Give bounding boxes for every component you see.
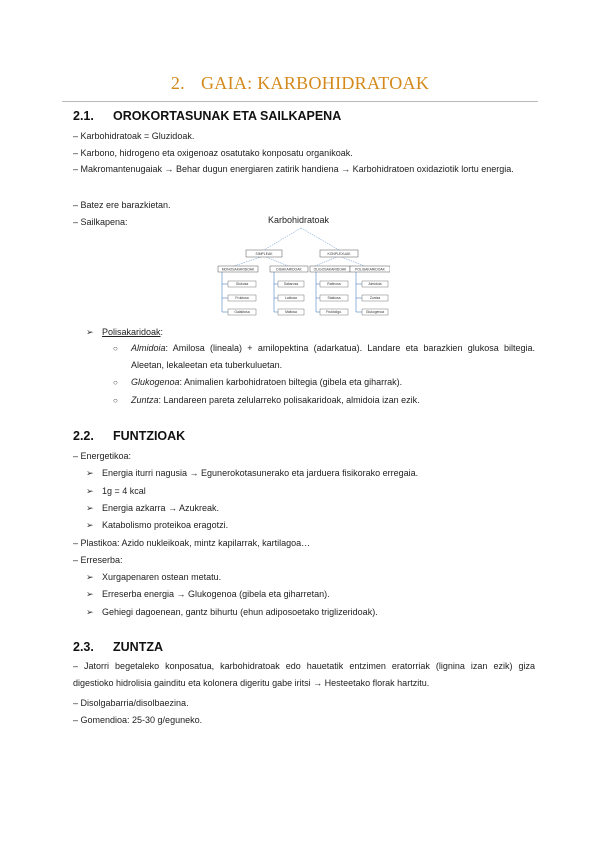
list-item: ➢ Katabolismo proteikoa eragotzi. bbox=[86, 520, 229, 530]
classification-diagram bbox=[212, 226, 390, 318]
list-item: ➢ 1g = 4 kcal bbox=[86, 486, 146, 496]
bullet-polisakaridoak: ➢ Polisakaridoak: bbox=[86, 327, 164, 337]
svg-text:Laktosa: Laktosa bbox=[285, 296, 297, 301]
list-item: ➢ Gehiegi dagoenean, gantz bihurtu (ehun adiposoetako triglizeridoak). bbox=[86, 607, 378, 617]
text-line: – Disolgabarria/disolbaezina. bbox=[73, 698, 189, 708]
svg-text:Almidoia: Almidoia bbox=[368, 282, 382, 287]
svg-text:Galaktosa: Galaktosa bbox=[234, 310, 250, 315]
text-line: – Erreserba: bbox=[73, 555, 123, 565]
sub-bullet-zuntza: ○ Zuntza: Landareen pareta zelularreko polisakaridoak, almidoia izan ezik. bbox=[113, 395, 420, 405]
text-line: – Sailkapena: bbox=[73, 217, 128, 227]
diagram-node: MONOSAKARIDOAK bbox=[221, 267, 255, 272]
svg-text:Zuntza: Zuntza bbox=[369, 296, 381, 301]
sub-bullet-glukogenoa: ○ Glukogenoa: Animalien karbohidratoen biltegia (gibela eta giharrak). bbox=[113, 377, 403, 387]
section-heading-2-2: 2.2. FUNTZIOAK bbox=[73, 429, 186, 443]
svg-text:Fruktosa: Fruktosa bbox=[235, 296, 249, 301]
text-line: – Karbono, hidrogeno eta oxigenoaz osatutako konposatu organikoak. bbox=[73, 148, 353, 158]
diagram-node: OLIGOSAKARIDOAK bbox=[313, 267, 347, 272]
list-item: ➢ Xurgapenaren ostean metatu. bbox=[86, 572, 222, 582]
text-paragraph: – Makromantenugaiak → Behar dugun energiaren zatirik handiena → Karbohidratoen oxidaziotik lortu energia. bbox=[73, 164, 514, 174]
svg-text:Maltosa: Maltosa bbox=[285, 310, 297, 315]
chapter-title: 2. GAIA: KARBOHIDRATOAK bbox=[170, 73, 430, 93]
section-heading-2-1: 2.1. OROKORTASUNAK ETA SAILKAPENA bbox=[73, 109, 342, 123]
text-line: – Gomendioa: 25-30 g/eguneko. bbox=[73, 715, 203, 725]
text-line: – Batez ere barazkietan. bbox=[73, 200, 171, 210]
svg-text:Glukogenoa: Glukogenoa bbox=[365, 310, 385, 315]
text-line: – Plastikoa: Azido nukleikoak, mintz kapilarrak, kartilagoa… bbox=[73, 538, 311, 548]
section-heading-2-3: 2.3. ZUNTZA bbox=[73, 640, 163, 654]
diagram-node: KONPLEXUAK bbox=[327, 252, 351, 256]
diagram-node: DISAKARIDOAK bbox=[276, 267, 302, 272]
text-line: – Energetikoa: bbox=[73, 451, 132, 461]
diagram-node: POLISAKARIDOAK bbox=[355, 267, 385, 272]
text-line: – Karbohidratoak = Gluzidoak. bbox=[73, 131, 195, 141]
list-item: ➢ Energia iturri nagusia → Egunerokotasunerako eta jarduera fisikorako erregaia. bbox=[86, 468, 419, 478]
sub-bullet-almidoia: ○ Almidoia: Amilosa (lineala) + amilopektina (adarkatua). Landare eta barazkien glukosa biltegia. Aleetan, lekaleetan eta tuberkuluetan. bbox=[113, 343, 535, 370]
svg-text:Rafinosa: Rafinosa bbox=[327, 282, 341, 287]
text-paragraph: – Jatorri begetaleko konposatua, karbohidratoak edo hauetatik entzimen eratorriak (lignina izan ezik) giza digestioko hidrolisia gainditu eta kolonera digeritu gabe iritsi → Hesteetako florak hartzitu. bbox=[73, 661, 535, 688]
svg-text:Fruktoligo.: Fruktoligo. bbox=[326, 310, 342, 315]
list-item: ➢ Energia azkarra → Azukreak. bbox=[86, 503, 220, 513]
list-item: ➢ Erreserba energia → Glukogenoa (gibela eta giharretan). bbox=[86, 589, 330, 599]
svg-text:Stakiosa: Stakiosa bbox=[327, 296, 341, 301]
diagram-node: SIMPLEAK bbox=[255, 252, 273, 256]
svg-text:Glukosa: Glukosa bbox=[235, 282, 249, 287]
svg-text:Sakarosa: Sakarosa bbox=[283, 282, 299, 287]
diagram-title: Karbohidratoak bbox=[268, 215, 330, 225]
title-rule bbox=[62, 101, 538, 102]
